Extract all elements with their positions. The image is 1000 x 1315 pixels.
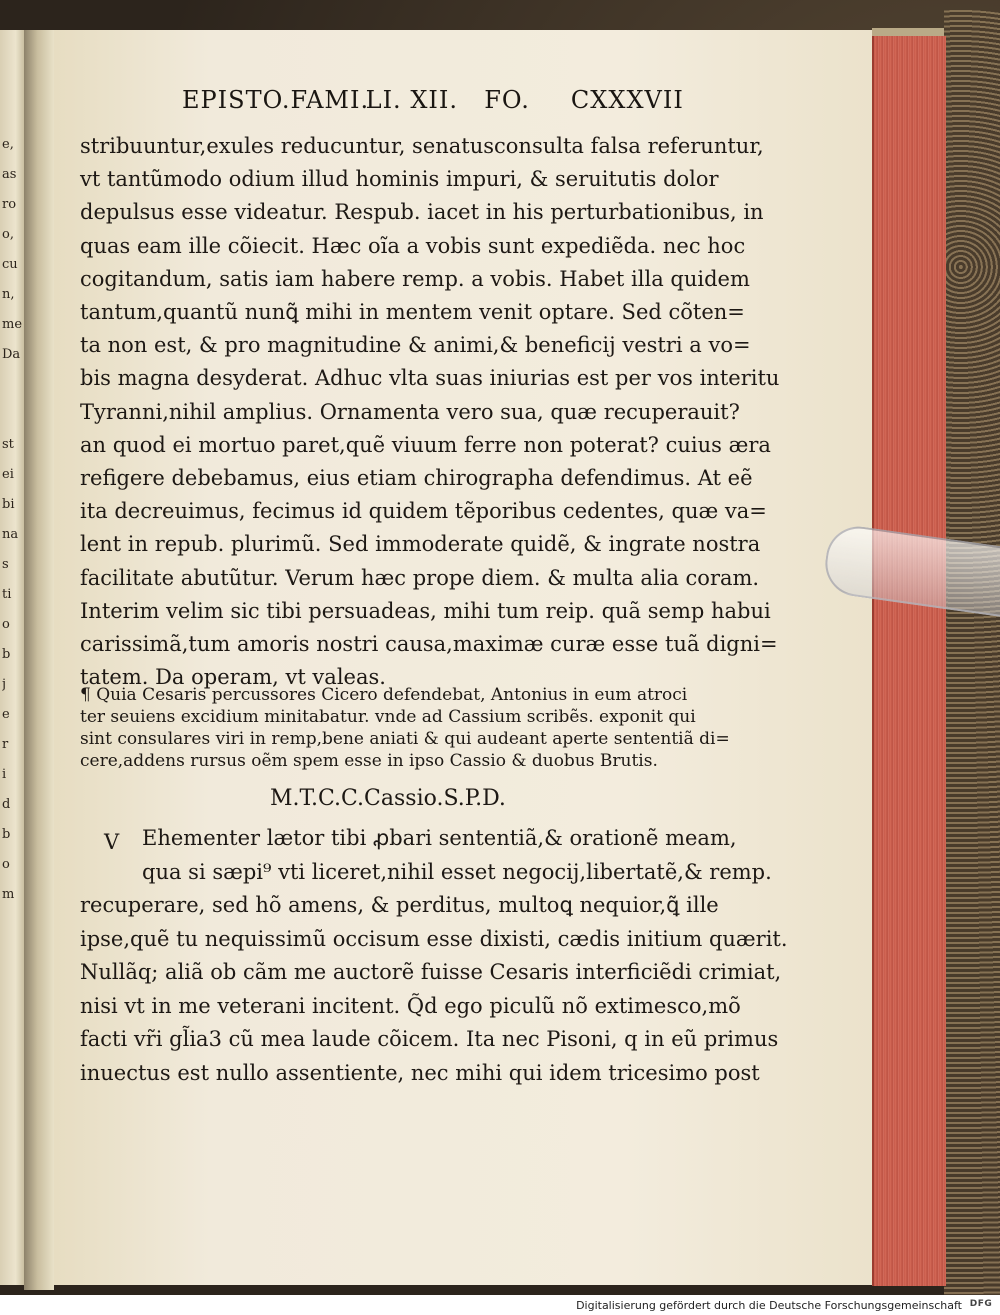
facing-page-fragment: Da bbox=[2, 347, 21, 362]
text-line: Ehementer lætor tibi ꝓbari sententiã,& orationẽ meam, bbox=[142, 826, 737, 850]
text-line: refigere debebamus, eius etiam chirographa defendimus. At eẽ bbox=[80, 466, 753, 490]
facing-page-fragment: ti bbox=[2, 587, 12, 602]
facing-page-fragment bbox=[2, 970, 24, 1000]
text-line: ipse,quẽ tu nequissimũ occisum esse dixisti, cædis initium quærit. bbox=[80, 926, 788, 951]
text-line: nisi vt in me veterani incitent. Q̃d ego piculũ nõ extimesco,mõ bbox=[80, 993, 741, 1018]
facing-page-fragment: n, bbox=[2, 287, 15, 302]
facing-page-fragment: me bbox=[2, 317, 23, 332]
text-line: ¶ Quia Cesaris percussores Cicero defendebat, Antonius in eum atroci bbox=[80, 685, 688, 705]
facing-page-fragment bbox=[2, 940, 24, 970]
facing-page-fragment bbox=[2, 1060, 24, 1090]
facing-page-fragment: cu bbox=[2, 257, 18, 272]
text-line: Nullãq; aliã ob cãm me auctorẽ fuisse Cesaris interficiẽdi crimiat, bbox=[80, 960, 782, 984]
facing-page-fragment: b bbox=[2, 827, 11, 842]
facing-page-fragment bbox=[2, 1030, 24, 1060]
text-line: recuperare, sed hõ amens, & perditus, multoꝗ nequior,ꝗ̃ ille bbox=[80, 893, 719, 917]
facing-page-fragment: ei bbox=[2, 467, 14, 482]
facing-page-fragment bbox=[2, 370, 24, 400]
facing-page-fragment bbox=[2, 910, 24, 940]
text-line: ta non est, & pro magnitudine & animi,& beneficij vestri a vo= bbox=[80, 333, 751, 358]
running-head bbox=[182, 86, 702, 114]
page-gutter bbox=[24, 30, 54, 1290]
facing-page-fragment: s bbox=[2, 557, 9, 572]
facing-page-fragment: st bbox=[2, 437, 14, 452]
red-page-edges bbox=[872, 36, 946, 1286]
facing-page-fragment bbox=[2, 400, 24, 430]
facing-page-fragment: o, bbox=[2, 227, 14, 242]
text-line: inuectus est nullo assentiente, nec mihi qui idem tricesimo post bbox=[80, 1060, 760, 1085]
text-line: qua si sæpi⁹ vti liceret,nihil esset negocij,libertatẽ,& remp. bbox=[142, 859, 772, 884]
text-line: sint consulares viri in remp,bene aniati & qui audeant aperte sententiã di= bbox=[80, 729, 730, 749]
facing-page-fragment: d bbox=[2, 797, 11, 812]
text-line: depulsus esse videatur. Respub. iacet in his perturbationibus, in bbox=[80, 200, 764, 225]
dfg-logo: DFG bbox=[969, 1299, 993, 1309]
text-line: an quod ei mortuo paret,quẽ viuum ferre non poterat? cuius æra bbox=[80, 432, 771, 457]
facing-page-fragment bbox=[2, 1000, 24, 1030]
text-line: cogitandum, satis iam habere remp. a vobis. Habet illa quidem bbox=[80, 266, 750, 291]
text-line: Tyranni,nihil amplius. Ornamenta vero sua, quæ recuperauit? bbox=[80, 399, 740, 424]
facing-page-text bbox=[2, 130, 24, 1090]
text-line: vt tantũmodo odium illud hominis impuri, & seruitutis dolor bbox=[80, 167, 719, 192]
facing-page bbox=[0, 30, 26, 1285]
text-line: cere,addens rursus oẽm spem esse in ipso Cassio & duobus Brutis. bbox=[80, 751, 658, 771]
text-line: Interim velim sic tibi persuadeas, mihi tum reip. quã semp habui bbox=[80, 598, 771, 623]
facing-page-fragment: r bbox=[2, 737, 9, 752]
running-head-folio-number: CXXXVII bbox=[570, 86, 684, 114]
text-line: tantum,quantũ nunꝗ̃ mihi in mentem venit optare. Sed cõten= bbox=[80, 300, 745, 324]
facing-page-fragment: e bbox=[2, 707, 10, 722]
text-line: ita decreuimus, fecimus id quidem tẽporibus cedentes, quæ va= bbox=[80, 499, 767, 524]
running-head-book: LI. XII. bbox=[365, 86, 458, 114]
text-line: lent in repub. plurimũ. Sed immoderate quidẽ, & ingrate nostra bbox=[80, 532, 761, 557]
text-line: quas eam ille cõiecit. Hæc oĩa a vobis sunt expediẽda. nec hoc bbox=[80, 233, 746, 258]
facing-page-fragment: o bbox=[2, 857, 10, 872]
facing-page-fragment: m bbox=[2, 887, 15, 902]
facing-page-fragment: na bbox=[2, 527, 19, 542]
text-line: facilitate abutũtur. Verum hæc prope diem. & multa alia coram. bbox=[80, 565, 760, 590]
running-head-folio-label: FO. bbox=[484, 86, 530, 114]
letter-heading: M.T.C.C.Cassio.S.P.D. bbox=[270, 786, 506, 811]
facing-page-fragment: e, bbox=[2, 137, 14, 152]
text-line: facti vr̃i gl̃ia3 cũ mea laude cõicem. Ita nec Pisoni, q in eũ primus bbox=[80, 1027, 779, 1051]
facing-page-fragment: i bbox=[2, 767, 7, 782]
facing-page-fragment: o bbox=[2, 617, 10, 632]
facing-page-fragment: b bbox=[2, 647, 11, 662]
initial-letter: V bbox=[104, 830, 120, 854]
running-head-title: EPISTO.FAMI. bbox=[182, 86, 370, 114]
text-line: bis magna desyderat. Adhuc vlta suas iniurias est per vos interitu bbox=[80, 366, 780, 391]
text-line: tatem. Da operam, vt valeas. bbox=[80, 665, 386, 690]
text-line: ter seuiens excidium minitabatur. vnde ad Cassium scribẽs. exponit qui bbox=[80, 707, 696, 727]
text-line: stribuuntur,exules reducuntur, senatusconsulta falsa referuntur, bbox=[80, 134, 764, 158]
book-cover-edge bbox=[944, 10, 1000, 1295]
footer-credit: Digitalisierung gefördert durch die Deutsche Forschungsgemeinschaft bbox=[576, 1299, 962, 1312]
facing-page-fragment: as bbox=[2, 167, 17, 182]
facing-page-fragment: j bbox=[2, 677, 7, 692]
facing-page-fragment: bi bbox=[2, 497, 15, 512]
facing-page-fragment: ro bbox=[2, 197, 17, 212]
text-line: carissimã,tum amoris nostri causa,maximæ curæ esse tuã digni= bbox=[80, 632, 778, 656]
